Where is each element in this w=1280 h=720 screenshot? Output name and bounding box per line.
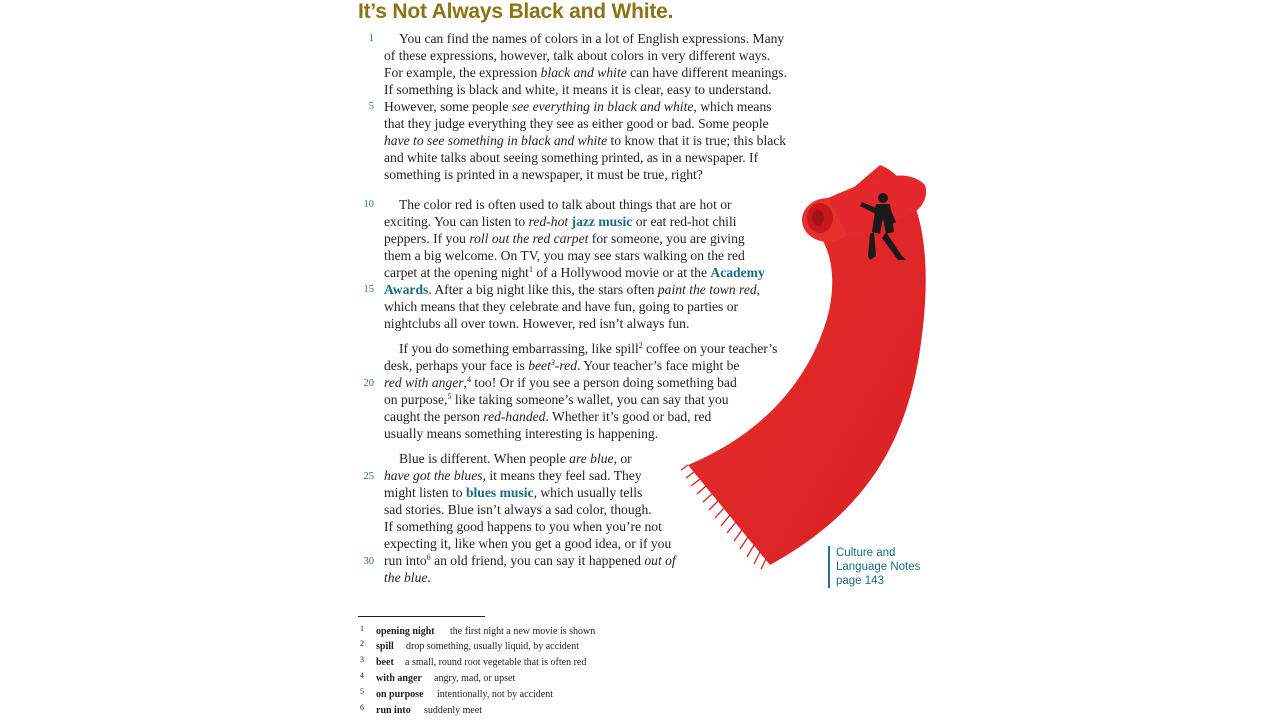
culture-language-notes-link[interactable] <box>828 546 920 588</box>
footnote-term: beet <box>376 657 394 668</box>
footnote-definition: intentionally, not by accident <box>437 689 553 700</box>
footnote-number: 3 <box>360 655 364 664</box>
culture-notes-line: Culture and <box>836 547 896 559</box>
line-number: 5 <box>368 101 374 112</box>
text-line: carpet at the opening night$^1$ of a Hollywood movie or at the Academy <box>384 265 765 280</box>
text-line: sad stories. Blue isn’t always a sad color, though. <box>384 502 652 517</box>
text-line: something is printed in a newspaper, it must be true, right? <box>384 167 703 182</box>
line-number: 1 <box>368 33 374 44</box>
text-line: If you do something embarrassing, like spill$^2$ coffee on your teacher’s <box>399 341 778 356</box>
text-line: usually means something interesting is happening. <box>384 426 659 441</box>
text-line: peppers. If you roll out the red carpet for someone, you are giving <box>384 231 745 246</box>
text-line: Awards. After a big night like this, the stars often paint the town red, <box>384 282 761 297</box>
line-number: 10 <box>363 199 374 210</box>
academy-awards-link[interactable]: Academy <box>710 265 765 280</box>
footnote-term: opening night <box>376 626 435 637</box>
footnote-definition: drop something, usually liquid, by accident <box>406 641 580 652</box>
text-line: them a big welcome. On TV, you may see stars walking on the red <box>384 248 745 263</box>
text-line: If something is black and white, it means it is clear, easy to understand. <box>384 82 772 97</box>
culture-notes-page: page 143 <box>836 575 884 587</box>
text-line: red with anger,$^4$ too! Or if you see a person doing something bad <box>384 375 737 390</box>
text-line: the blue. <box>384 570 431 585</box>
text-line: For example, the expression black and white can have different meanings. <box>384 65 787 80</box>
footnote-term: on purpose <box>376 689 424 700</box>
page-title: It’s Not Always Black and White. <box>358 0 674 23</box>
red-carpet-roll-icon <box>680 160 930 570</box>
text-line: and white talks about seeing something printed, as in a newspaper. If <box>384 150 759 165</box>
footnote-term: with anger <box>376 673 422 684</box>
text-line: caught the person red-handed. Whether it’s good or bad, red <box>384 409 712 424</box>
text-line: exciting. You can listen to red-hot jazz music or eat red-hot chili <box>384 214 737 229</box>
footnote-definition: a small, round root vegetable that is often red <box>405 657 587 668</box>
text-line: The color red is often used to talk about things that are hot or <box>399 197 732 212</box>
line-number: 15 <box>363 284 374 295</box>
text-line: expecting it, like when you get a good idea, or if you <box>384 536 672 551</box>
footnote-number: 1 <box>360 624 364 633</box>
text-line: have got the blues, it means they feel sad. They <box>384 468 642 483</box>
footnote-definition: the first night a new movie is shown <box>450 626 596 637</box>
footnote-number: 5 <box>360 687 364 696</box>
text-line: run into$^6$ an old friend, you can say it happened out of <box>384 553 676 568</box>
jazz-music-link[interactable]: jazz music <box>571 214 633 229</box>
culture-notes-line: Language Notes <box>836 561 921 573</box>
text-line: have to see something in black and white to know that it is true; this black <box>384 133 787 148</box>
text-line: that they judge everything they see as either good or bad. Some people <box>384 116 769 131</box>
text-line: nightclubs all over town. However, red isn’t always fun. <box>384 316 690 331</box>
text-line: You can find the names of colors in a lot of English expressions. Many <box>399 31 785 46</box>
text-line: If something good happens to you when you’re not <box>384 519 662 534</box>
footnote-number: 6 <box>360 703 364 712</box>
footnote-definition: suddenly meet <box>424 705 483 716</box>
line-number: 30 <box>363 556 374 567</box>
text-line: which means that they celebrate and have fun, going to parties or <box>384 299 739 314</box>
text-line: However, some people see everything in black and white, which means <box>384 99 772 114</box>
text-line: on purpose,$^5$ like taking someone’s wallet, you can say that you <box>384 392 729 407</box>
footnote-term: run into <box>376 705 411 716</box>
text-line: of these expressions, however, talk about colors in very different ways. <box>384 48 771 63</box>
footnote-term: spill <box>376 641 394 652</box>
text-line: might listen to blues music, which usually tells <box>384 485 643 500</box>
footnote-number: 4 <box>360 671 364 680</box>
line-number: 25 <box>363 471 374 482</box>
blues-music-link[interactable]: blues music <box>465 485 534 500</box>
line-number: 20 <box>363 378 374 389</box>
text-line: desk, perhaps your face is beet$^3$-red. Your teacher’s face might be <box>384 358 740 373</box>
footnote-number: 2 <box>360 639 364 648</box>
footnote-definition: angry, mad, or upset <box>434 673 516 684</box>
text-line: Blue is different. When people are blue, or <box>399 451 632 466</box>
academy-awards-link[interactable]: Awards <box>384 282 429 297</box>
footnote-divider <box>358 616 485 617</box>
